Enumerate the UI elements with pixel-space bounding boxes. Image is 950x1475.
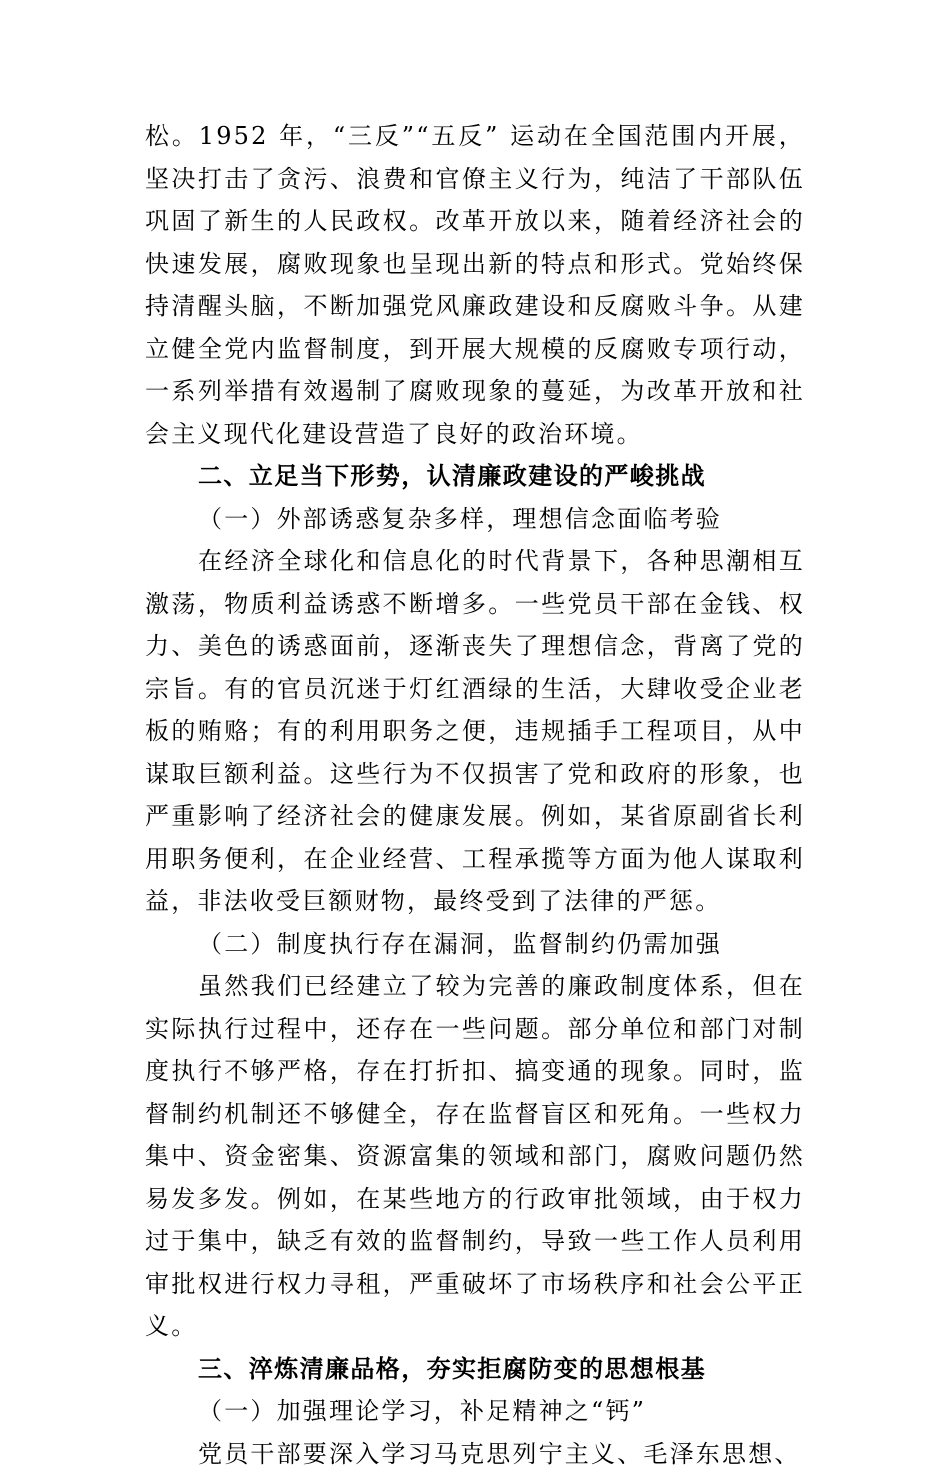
subsection-heading-2-1: （一）外部诱惑复杂多样，理想信念面临考验 (145, 498, 805, 541)
subsection-heading-3-1: （一）加强理论学习，补足精神之“钙” (145, 1390, 805, 1433)
section-heading-2: 二、立足当下形势，认清廉政建设的严峻挑战 (145, 455, 805, 498)
section-heading-3: 三、淬炼清廉品格，夯实拒腐防变的思想根基 (145, 1348, 805, 1391)
body-paragraph: 党员干部要深入学习马克思列宁主义、毛泽东思想、 (145, 1433, 805, 1475)
body-paragraph: 虽然我们已经建立了较为完善的廉政制度体系，但在实际执行过程中，还存在一些问题。部分单位和部门对制度执行不够严格，存在打折扣、搞变通的现象。同时，监督制约机制还不够健全，存在监督盲区和死角。一些权力集中、资金密集、资源富集的领域和部门，腐败问题仍然易发多发。例如，在某些地方的行政审批领域，由于权力过于集中，缺乏有效的监督制约，导致一些工作人员利用审批权进行权力寻租，严重破坏了市场秩序和社会公平正义。 (145, 965, 805, 1348)
subsection-heading-2-2: （二）制度执行存在漏洞，监督制约仍需加强 (145, 923, 805, 966)
body-paragraph-continued: 松。1952 年，“三反”“五反” 运动在全国范围内开展，坚决打击了贪污、浪费和官僚主义行为，纯洁了干部队伍巩固了新生的人民政权。改革开放以来，随着经济社会的快速发展，腐败现象也呈现出新的特点和形式。党始终保持清醒头脑，不断加强党风廉政建设和反腐败斗争。从建立健全党内监督制度，到开展大规模的反腐败专项行动，一系列举措有效遏制了腐败现象的蔓延，为改革开放和社会主义现代化建设营造了良好的政治环境。 (145, 115, 805, 455)
body-paragraph: 在经济全球化和信息化的时代背景下，各种思潮相互激荡，物质利益诱惑不断增多。一些党员干部在金钱、权力、美色的诱惑面前，逐渐丧失了理想信念，背离了党的宗旨。有的官员沉迷于灯红酒绿的生活，大肆收受企业老板的贿赂；有的利用职务之便，违规插手工程项目，从中谋取巨额利益。这些行为不仅损害了党和政府的形象，也严重影响了经济社会的健康发展。例如，某省原副省长利用职务便利，在企业经营、工程承揽等方面为他人谋取利益，非法收受巨额财物，最终受到了法律的严惩。 (145, 540, 805, 923)
document-page (145, 115, 805, 1475)
